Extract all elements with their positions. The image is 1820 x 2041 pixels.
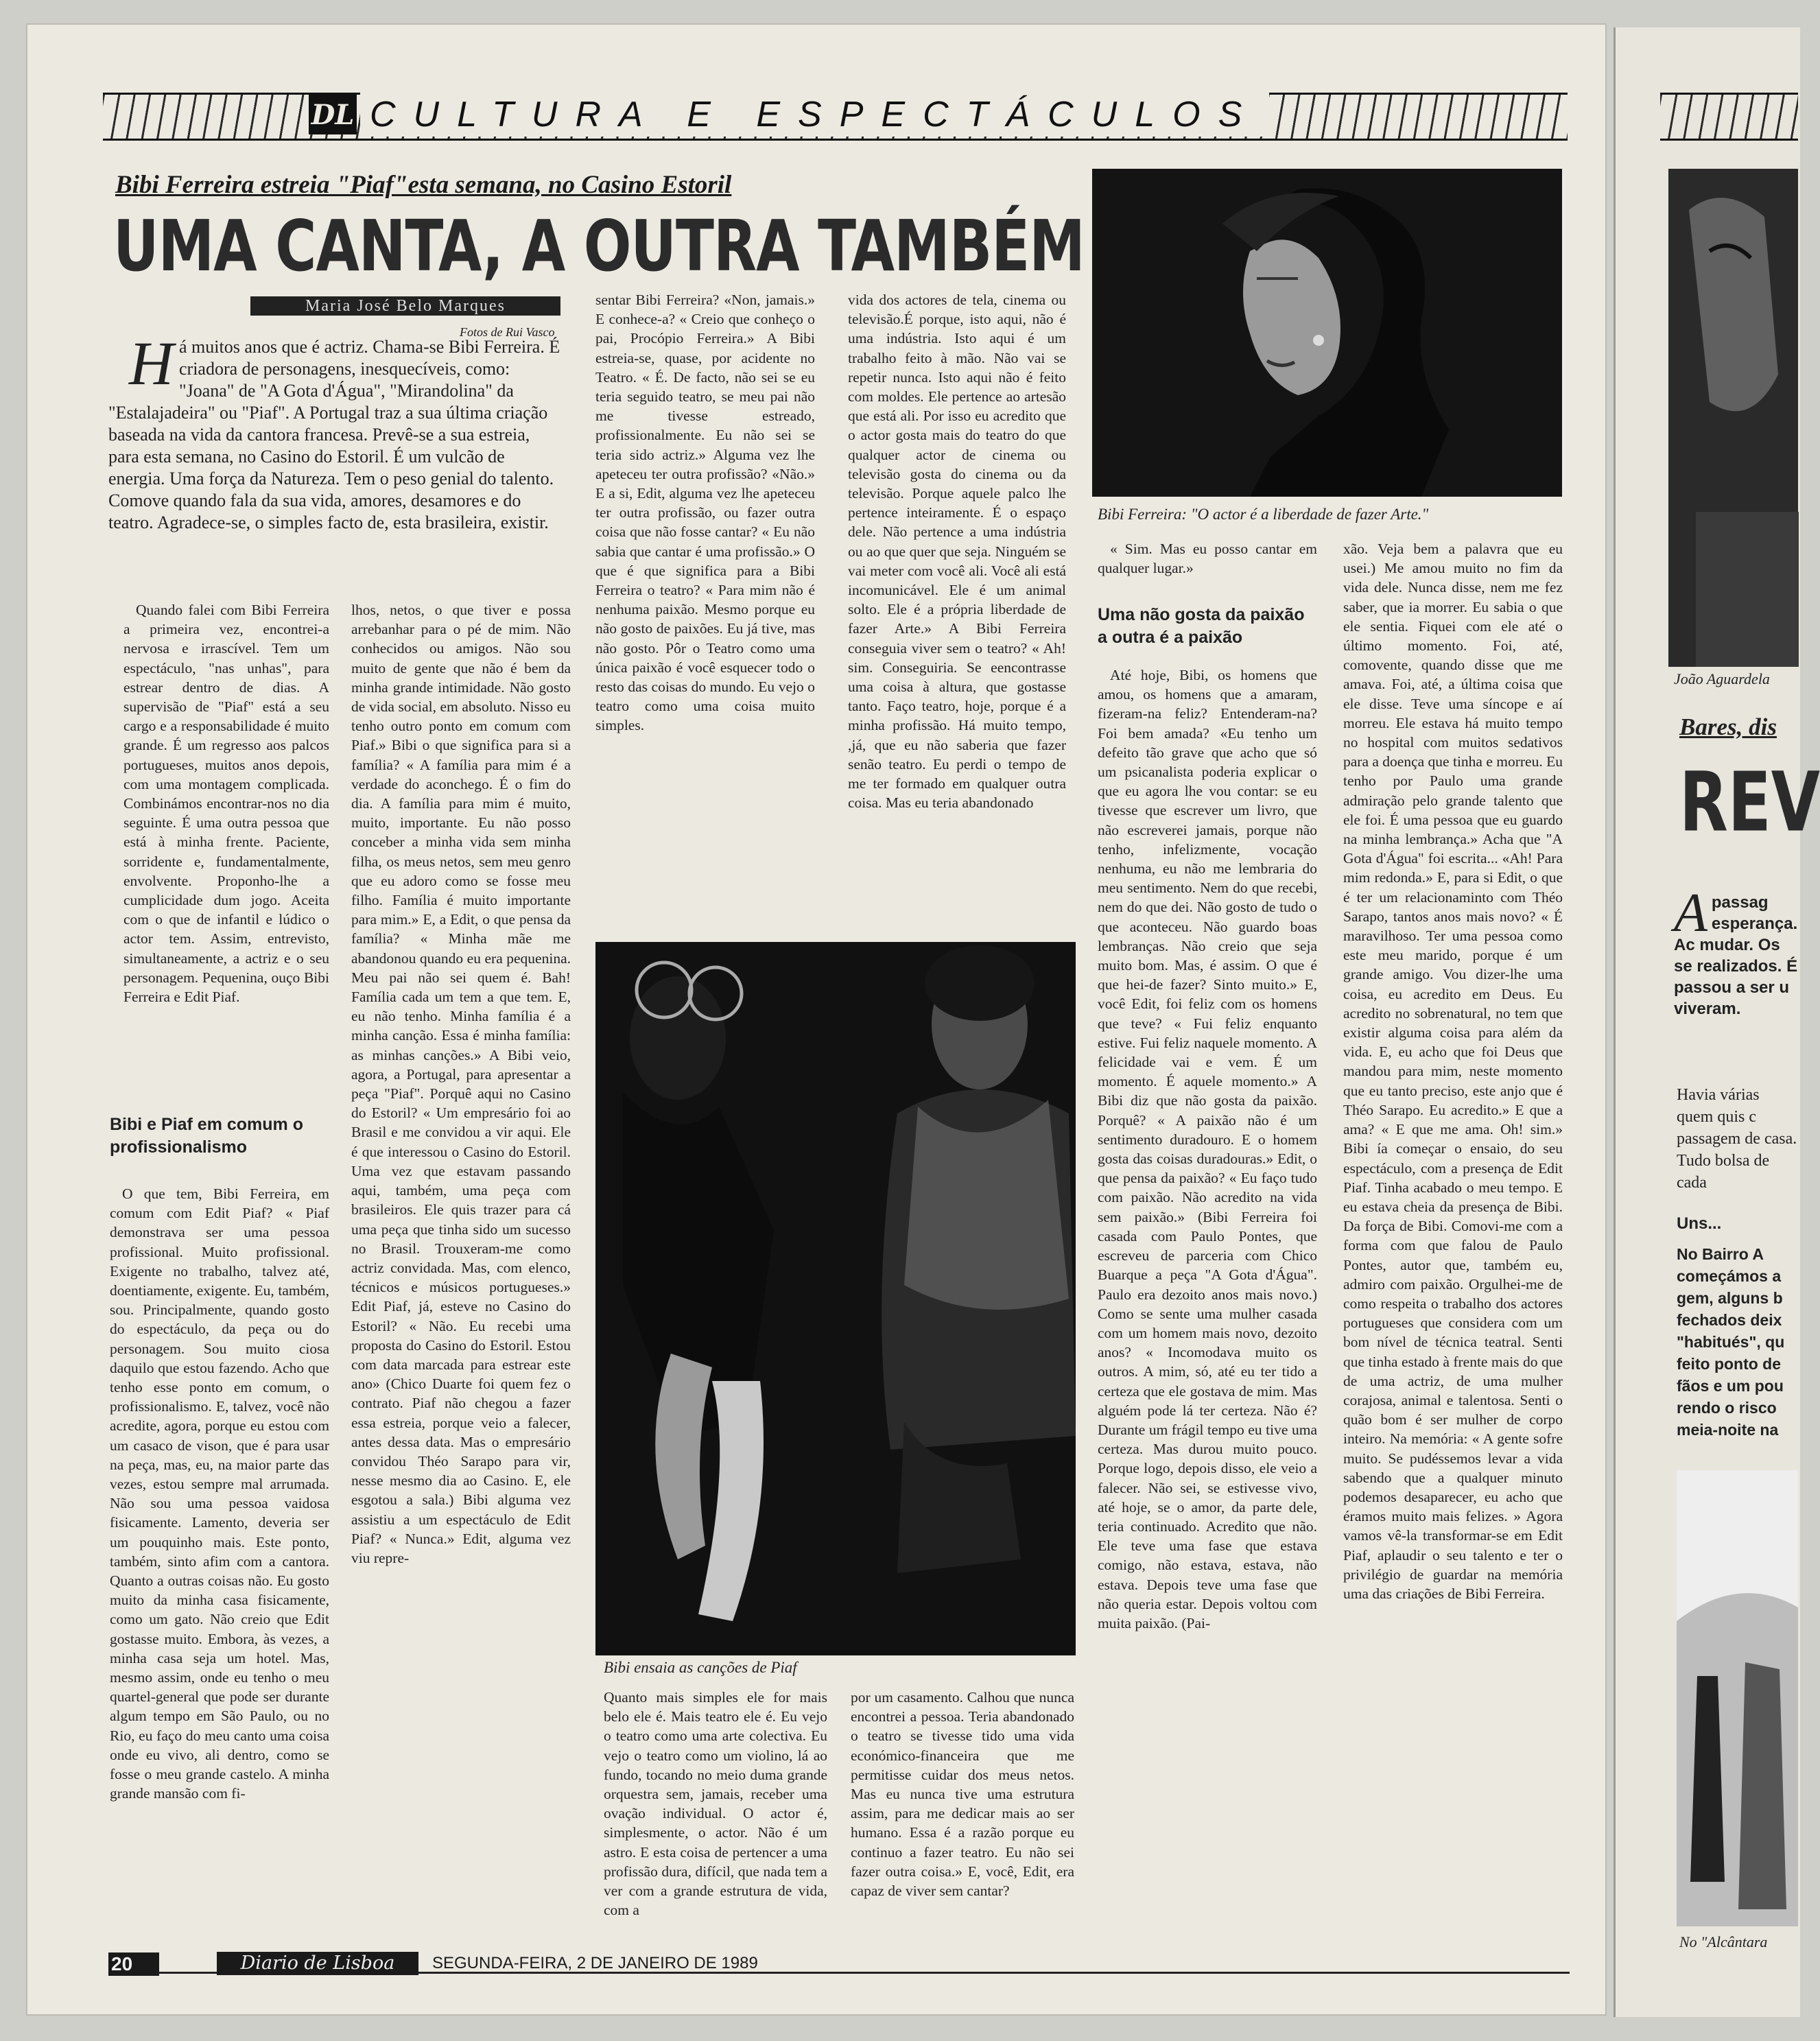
next-page-body2: No Bairro A começámos a gem, alguns b fechados deix "habitués", qu feito ponto de fãos e um pou rendo o risco meia-noite na bbox=[1677, 1245, 1785, 1439]
column-text: xão. Veja bem a palavra que eu usei.) Me amou muito no fim da vida dele. Nunca disse, nem me fez saber, que ia morrer. Eu sabia o que ele sentia. Fiquei com ele até o último momento. Foi, até, comovente, quando disse que me amava. Foi, até, a última coisa que ele disse. Teve uma síncope e aí morreu. Ele estava há muito tempo no hospital com muitos sedativos para a doença que tinha e morreu. Eu tenho por Paulo uma grande admiração pelo grande talento que ele foi. É uma pessoa que eu guardo na minha lembrança.» Acha que "A Gota d'Água" foi escrita... «Ah! Para mim redonda.» E, para si Edit, o que é ter um relacionaminto com Théo Sarapo, tantos anos mais novo? « É maravilhoso. Ter uma pessoa como este meu marido, porque é um grande amigo. Vou dizer-lhe uma coisa, eu acredito em Deus. Eu acredito no sobrenatural, no tem que existir alguma coisa para além da vida. E, eu acho que foi Deus que mandou para mim, neste momento que eu tanto preciso, este anjo que é Théo Sarapo. Eu acredito.» E que a ama? « E que me ama. Oh! sim.» Bibi ía começar o ensaio, do seu espectáculo, com a presença de Edit Piaf. Tinha acabado o meu tempo. E eu estava cheia da presença de Bibi. Da força de Bibi. Comovi-me com a forma com que falou de Paulo Pontes, autor que, também eu, admiro com paixão. Orgulhei-me de como respeita o trabalho dos actores portugueses que considera com um bom nível de técnica teatral. Senti que tinha estado à frente mais do que de uma actriz, de uma mulher corajosa, animal e talentosa. Senti o quão bom é ser mulher de corpo inteiro. Na memória: « A gente sofre muito. Se pudéssemos levar a vida sabendo que a qualquer minuto podemos desaparecer, eu acho que éramos muito mais felizes. » Agora vamos vê-la transformar-se em Edit Piaf, aplaudir o seu talento e ter o privilégio de guardar na memória uma das criações de Bibi Ferreira. bbox=[1343, 541, 1563, 1602]
column-3b bbox=[604, 1688, 827, 1928]
column-text: Quando falei com Bibi Ferreira a primeira vez, encontrei-a nervosa e irrascível. Tem um espectáculo, "nas unhas", para estrear dentro de dias. A supervisão de "Piaf" está a seu cargo e a responsabilidade é muito grande. É um regresso aos palcos portugueses, muitos anos depois, com uma montagem complicada. Combinámos encontrar-nos no dia seguinte. É uma outra pessoa que está à minha frente. Paciente, sorridente e, fundamentalmente, envolvente. Proponho-lhe a cumplicidade dum jogo. Aceita com o que de infantil e lúdico o actor tem. Assim, entrevisto, simultaneamente, a actriz e o seu personagem. Pequenina, ouço Bibi Ferreira e Edit Piaf. bbox=[123, 602, 329, 1006]
column-text: Até hoje, Bibi, os homens que amou, os homens que a amaram, fizeram-na feliz? Entenderam-na? Foi bem amada? «Eu tenho um defeito tão grave que acho que só um psicanalista poderia explicar o que eu agora lhe vou contar: se eu tivesse que escrever um livro, que não escreverei jamais, porque não tenho, infelizmente, vocação nenhuma, eu não me lembraria do meu sentimento. Nem do que recebi, nem do que dei. Não gosto de tudo o que aconteceu. Não guardo boas lembranças. Não creio que seja muito bom. Mas, é assim. O que é que hei-de fazer? Sinto muito.» E, você Edit, foi feliz com os homens que teve? « Fui feliz enquanto estive. Fui feliz naquele momento. A felicidade vai e vem. É um momento. É aquele momento.» A Bibi diz que não gosta da paixão. Porquê? « A paixão não é um sentimento duradouro. E o homem gosta das coisas duradouras.» Edit, o que pensa da paixão? « Eu faço tudo com paixão. Não acredito na vida sem paixão.» (Bibi Ferreira foi casada com Paulo Pontes, que escreveu de parceria com Chico Buarque a peça "A Gota d'Água". Paulo era dezoito anos mais novo.) Como se sente uma mulher casada com um homem mais novo, dezoito anos? « Incomodava muito os outros. A mim, só, até eu ter tido a certeza que ele gostava de mim. Mas alguém pode lá ter certeza. Não é? Durante um frágil tempo eu tive uma certeza. Mas durou muito pouco. Porque logo, depois disso, ele veio a falecer. Não sei, se estivesse vivo, até hoje, se o amor, da parte dele, teria continuado. Acredito que não. Ele teve uma fase que estava comigo, não estava, estava, não estava. Depois teve uma fase que não queria estar. Depois voltou com muita paixão. (Pai- bbox=[1098, 667, 1317, 1631]
column-text: O que tem, Bibi Ferreira, em comum com Edit Piaf? « Piaf demonstrava ser uma pessoa profissional. Muito profissional. Exigente no trabalho, talvez até, doentiamente, exigente. Eu, também, sou. Principalmente, quando gosto do espectáculo, da peça ou do personagem. Sou muito ciosa daquilo que estou fazendo. Acho que tenho esse ponto em comum, o profissionalismo. E, talvez, você não acredite, agora, porque eu estou com um casaco de vison, que é para usar na peça, mas, eu, na maior parte das vezes, estou sempre mal arrumada. Não sou uma pessoa vaidosa fisicamente. Lamento, deveria ser um pouquinho mais. Este ponto, também, sinto afim com a cantora. Quanto a outras coisas não. Eu gosto muito da minha casa fisicamente, como um gato. Não creio que Edit gostasse muito. Embora, às vezes, a minha casa seja um hotel. Mas, mesmo assim, onde eu tenho o meu quartel-general que pode ser durante algum tempo em São Paulo, ou no Rio, eu faço do meu canto uma coisa onde eu vivo, ali dentro, como se fosse o meu grande castelo. A minha grande mansão com fi- bbox=[110, 1185, 329, 1802]
photo-credit: Fotos de Rui Vasco bbox=[460, 325, 555, 339]
next-page-photo bbox=[1668, 169, 1798, 667]
next-page-caption: João Aguardela bbox=[1674, 670, 1770, 687]
next-page-dropcap: A bbox=[1674, 883, 1707, 943]
column-text: sentar Bibi Ferreira? «Non, jamais.» E conhece-a? « Creio que conheço o pai, Procópio Ferreira.» A Bibi estreia-se, quase, por acidente no Teatro. « É. De facto, não sei se eu teria seguido teatro, se meu pai não me tivesse estreado, profissionalmente. Eu não sei se teria sido actriz.» Alguma vez lhe apeteceu ter outra profissão? «Não.» E a si, Edit, alguma vez lhe apeteceu ter outra profissão, ou fazer outra coisa que não fosse cantar? « Eu não sabia que cantar é uma profissão.» O que é que significa para a Bibi Ferreira o teatro? « Para mim não é nenhuma paixão. Mesmo porque eu não gosto de paixões. Eu já tive, mas não gosto. Pôr o Teatro como uma única paixão é você esquecer todo o resto das coisas do mundo. Eu vejo o teatro como uma coisa muito simples. bbox=[595, 292, 815, 734]
column-text: por um casamento. Calhou que nunca encontrei a pessoa. Teria abandonado o teatro se tivesse tido uma vida económico-financeira que me permitisse cuidar dos meus netos. Mas eu nunca tive uma estrutura assim, para me dedicar mais ao ser humano. Essa é a razão porque eu continuo a fazer teatro. Eu não sei fazer outra coisa.» E, você, Edit, era capaz de viver sem cantar? bbox=[851, 1689, 1074, 1900]
next-page-headline: REV bbox=[1679, 755, 1820, 851]
column-1a bbox=[123, 600, 329, 1074]
next-page-subhead: Uns... bbox=[1677, 1214, 1722, 1233]
column-text: Quanto mais simples ele for mais belo ele é. Mais teatro ele é. Eu vejo o teatro como uma arte colectiva. Eu vejo o teatro como um violino, lá ao fundo, tocando no meio duma grande orquestra sem, jamais, receber uma ovação individual. O actor é, simplesmente, o actor. Não é um astro. E esta coisa de pertencer a uma profissão dura, difícil, que nada tem a ver com a grande estrutura de vida, com a bbox=[604, 1689, 827, 1919]
rehearsal-photo-caption: Bibi ensaia as canções de Piaf bbox=[604, 1659, 797, 1676]
next-page-caption-2: No "Alcântara bbox=[1679, 1933, 1768, 1950]
column-4b bbox=[851, 1688, 1074, 1928]
next-page-body: Havia várias quem quis c passagem de casa. Tudo bolsa de cada bbox=[1677, 1086, 1797, 1192]
column-text: vida dos actores de tela, cinema ou televisão.É porque, isto aqui, não é uma indústria. Isto aqui é um trabalho feito à mão. Não vai se repetir nunca. Isto aqui não é feito com moldes. Ele pertence ao artesão que está ali. Por isso eu acredito que o actor gosta mais do teatro do que qualquer actor de cinema ou televisão gosta do cinema ou da televisão. Porque aquele palco lhe pertence inteiramente. É o espaço dele. Não pertence a uma indústria ou ao que quer que seja. Ninguém se vai meter com você ali. Você ali está incomunicável. Ele é um animal solto. Ele é a própria liberdade de fazer Arte.» A Bibi Ferreira conseguia viver sem o teatro? « Ah! sim. Conseguiria. Se eencontrasse uma coisa à altura, que gostasse tanto. Faço teatro, hoje, porque é a minha profissão. Há muito tempo, ,já, que eu não saberia que fazer senão teatro. Eu perdi o tempo de me ter formado em qualquer outra coisa. Mas eu teria abandonado bbox=[848, 292, 1066, 812]
drop-cap: H bbox=[129, 330, 174, 398]
dl-logo: DL bbox=[309, 95, 357, 134]
column-1b bbox=[110, 1184, 329, 1928]
subheading-1: Bibi e Piaf em comum o profissionalismo bbox=[110, 1115, 304, 1157]
page-number: 20 bbox=[108, 1952, 159, 1976]
article-kicker: Bibi Ferreira estreia "Piaf"esta semana, no Casino Estoril bbox=[115, 171, 732, 199]
intro-text: á muitos anos que é actriz. Chama-se Bibi Ferreira. É criadora de personagens, inesquecíveis, como: "Joana" de "A Gota d'Água", "Mirandolina" da "Estalajadeira" ou "Piaf". A Portugal traz a sua última criação baseada na vida da cantora francesa. Prevê-se a sua estreia, para esta semana, no Casino do Estoril. É um vulcão de energia. Uma força da Natureza. Tem o peso genial do talento. Comove quando fala da sua vida, amores, desamores e do teatro. Agradece-se, o simples facto de, esta brasileira, existir. bbox=[108, 337, 560, 532]
column-3 bbox=[595, 290, 815, 935]
column-2 bbox=[351, 600, 571, 1928]
bibi-portrait-photo bbox=[1092, 169, 1562, 497]
next-page-lead-text: passag esperança. Ac mudar. Os se realizados. É passou a ser u viveram. bbox=[1674, 893, 1798, 1018]
rehearsal-photo bbox=[595, 942, 1076, 1655]
subheading-2: Uma não gosta da paixão a outra é a paixão bbox=[1098, 605, 1305, 647]
column-text: « Sim. Mas eu posso cantar em qualquer lugar.» bbox=[1098, 541, 1317, 577]
next-page-header-bar bbox=[1660, 93, 1798, 141]
column-text: lhos, netos, o que tiver e possa arrebanhar para o pé de mim. Não conhecidos ou amigos. Não sou muito de gente que não é bem da minha grande intimidade. Não gosto de vida social, em absoluto. Nisso eu tenho outro ponto em comum com Piaf.» Bibi o que significa para si a família? « A família para mim é a verdade do aconchego. É o fim do dia. A família para mim é muito, muito, importante. Eu não posso conceber a minha vida sem minha filha, os meus netos, sem meu genro que eu adoro como se fosse meu filho. Família é muito importante para mim.» E, a Edit, o que pensa da família? « Minha mãe me abandonou quando eu era pequenina. Meu pai não sei quem é. Bah! Família cada um tem a que tem. E, eu não tenho. Minha família é a minha canção. Essa é minha família: as minhas canções.» A Bibi veio, agora, a Portugal, para apresentar a peça "Piaf". Porquê aqui no Casino do Estoril? « Um empresário foi ao Brasil e me convidou a vir aqui. Ele é que interessou o Casino do Estoril. Uma vez que estavam passando aqui, também, uma peça com brasileiros. Ele quis trazer para cá uma peça que tinha sido um sucesso no Brasil. Trouxeram-me como actriz convidada. Mas, com elenco, técnicos e músicos portugueses.» Edit Piaf, já, esteve no Casino do Estoril? « Não. Eu recebi uma proposta do Casino do Estoril. Estou com data marcada para estrear este ano» (Chico Duarte foi quem fez o contrato. Piaf não chegou a fazer essa estreia, porque veio a falecer, antes dessa data. Mas o empresário convidou Théo Sarapo para vir, nesse mesmo dia ao Casino. E, ele esgotou a sala.) Bibi alguma vez assistiu a um espectáculo de Edit Piaf? « Nunca.» Edit, alguma vez viu repre- bbox=[351, 602, 571, 1566]
column-6 bbox=[1343, 539, 1563, 1932]
column-5a bbox=[1098, 539, 1317, 580]
article-headline: UMA CANTA, A OUTRA TAMBÉM bbox=[113, 206, 1085, 287]
article-byline: Maria José Belo Marques bbox=[250, 296, 560, 316]
portrait-photo-caption: Bibi Ferreira: "O actor é a liberdade de fazer Arte." bbox=[1098, 506, 1429, 523]
next-page-kicker: Bares, dis bbox=[1679, 713, 1777, 740]
column-5b bbox=[1098, 665, 1317, 1931]
masthead: Diario de Lisboa bbox=[217, 1952, 418, 1975]
next-page-lead bbox=[1674, 883, 1798, 1029]
issue-date: SEGUNDA-FEIRA, 2 DE JANEIRO DE 1989 bbox=[432, 1954, 758, 1972]
next-page-bar-photo bbox=[1677, 1470, 1798, 1926]
column-4 bbox=[848, 290, 1066, 935]
section-title: CULTURA E ESPECTÁCULOS bbox=[360, 93, 1269, 137]
